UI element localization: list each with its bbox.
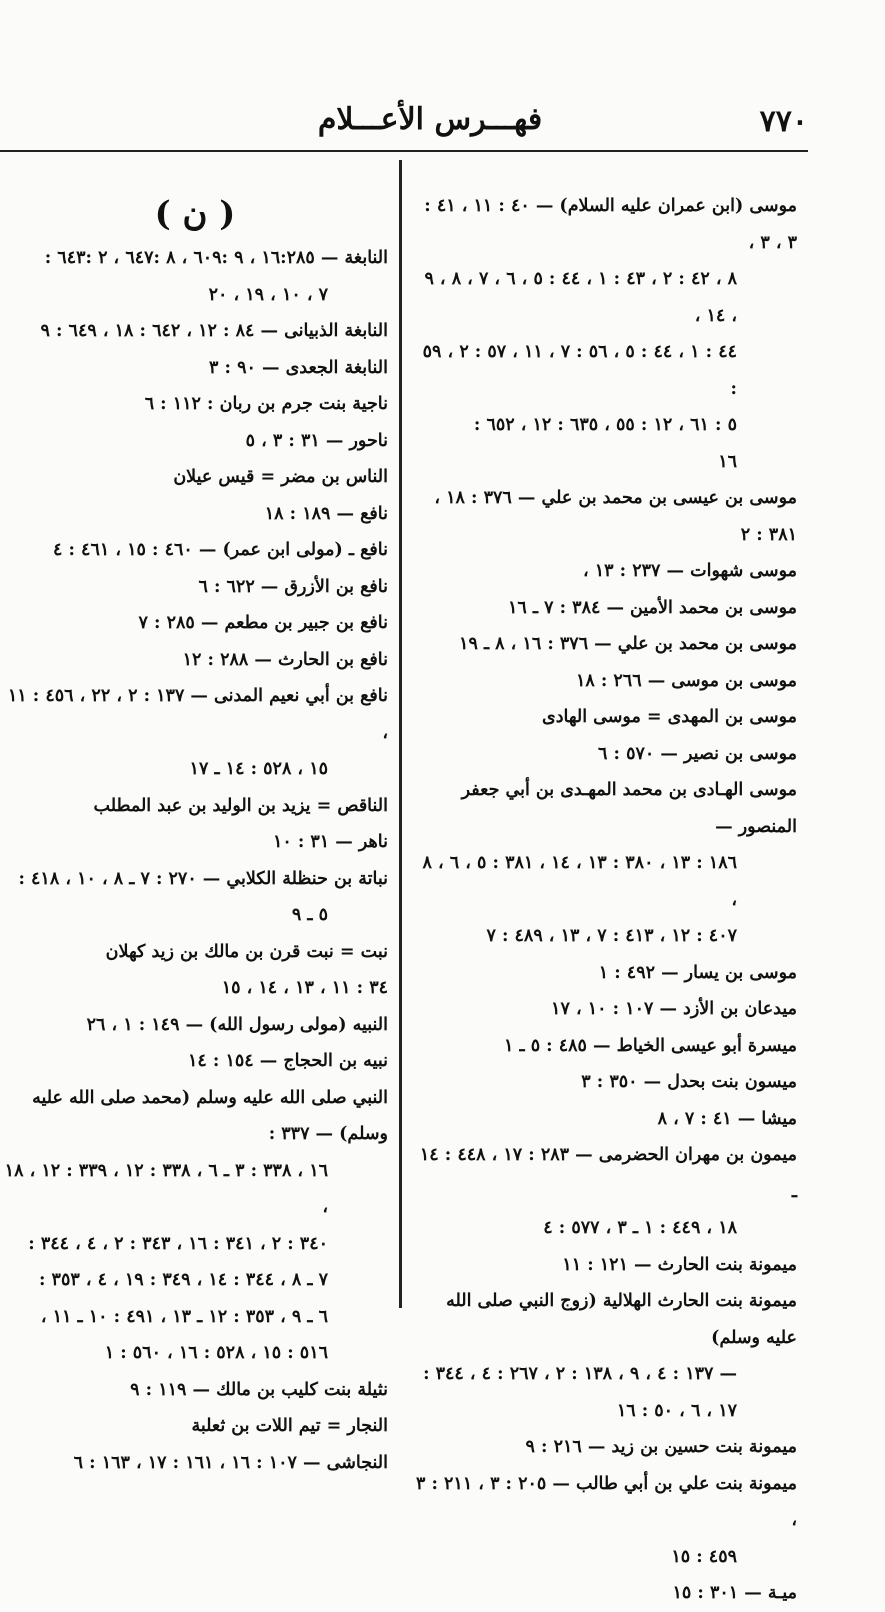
index-entry [2,1043,388,1080]
index-entry [2,1007,388,1044]
entry-continuation: ٥١٦ : ١٥ ، ٥٢٨ : ١٦ ، ٥٦٠ : ١ [104,1343,328,1363]
index-entry [415,1466,797,1576]
index-entry [2,678,388,788]
entry-line: النابغة الذبيانى — ٨٤ : ١٢ ، ٦٤٢ : ١٨ ، ٦٤٩ : ٩ [40,321,388,341]
entry-line: نافع بن جبير بن مطعم — ٢٨٥ : ٧ [138,613,388,633]
index-entry [2,240,388,313]
entry-continuation: ١٥ ، ٥٢٨ : ١٤ ـ ١٧ [189,759,328,779]
entry-line: موسى بن عيسى بن محمد بن علي — ٣٧٦ : ١٨ ، ٣٨١ : ٢ [434,488,797,545]
index-entry [2,605,388,642]
entry-line: موسى بن موسى — ٢٦٦ : ١٨ [575,670,797,691]
index-entry [415,480,797,553]
entry-continuation: ١٧ ، ٦ ، ٥٠ : ١٦ [616,1400,737,1421]
entry-continuation: — ١٣٧ : ٤ ، ٩ ، ١٣٨ : ٢ ، ٢٦٧ : ٤ ، ٣٤٤ : [423,1364,737,1384]
entry-line: النبيه (مولى رسول الله) — ١٤٩ : ١ ، ٢٦ [86,1014,388,1035]
entry-line: موسى بن يسار — ٤٩٢ : ١ [598,962,797,983]
page-header [0,100,808,152]
index-entry [2,386,388,423]
index-entry [415,1064,797,1101]
entry-line: نافع بن أبي نعيم المدنى — ١٣٧ : ٢ ، ٢٢ ، ٤٥٦ : ١١ ، [7,686,388,743]
entry-line: ميمونة بنت الحارث — ١٢١ : ١١ [562,1254,797,1275]
entry-line: النبي صلى الله عليه وسلم (محمد صلى الله عليه وسلم) — ٣٣٧ : [32,1087,388,1144]
entry-line: ناهر — ٣١ : ١٠ [272,832,388,852]
entry-line: النجاشى — ١٠٧ : ١٦ ، ١٦١ : ١٧ ، ١٦٣ : ٦ [73,1452,388,1473]
entry-continuation: ٤٥٩ : ١٥ [671,1546,737,1567]
left-column-entries [2,240,388,1481]
index-entry [415,736,797,773]
entry-line: ناجية بنت جرم بن ربان : ١١٢ : ٦ [144,394,388,414]
index-entry [415,1137,797,1247]
entry-line: ميمونة بنت حسين بن زيد — ٢١٦ : ٩ [525,1437,797,1457]
entry-line: ناحور — ٣١ : ٣ ، ٥ [245,430,388,451]
entry-continuation: ٤٤ : ١ ، ٤٤ : ٥ ، ٥٦ : ٧ ، ١١ ، ٥٧ : ٢ ، ٥٩ : [422,342,737,399]
entry-continuation: ١٦ ، ٣٣٨ : ٣ ـ ٦ ، ٣٣٨ : ١٢ ، ٣٣٩ : ١٢ ، ١٨ ، [4,1160,328,1217]
column-divider [399,160,402,1308]
entry-line: موسى شهوات — ٢٣٧ : ١٣ ، [583,561,797,581]
index-entry [415,188,797,480]
index-entry [2,459,388,496]
index-entry [2,788,388,825]
index-entry [2,1408,388,1445]
index-entry [415,1283,797,1429]
page-title: فهـــرس الأعـــلام [317,102,543,137]
entry-line: ٣٤ : ١١ ، ١٣ ، ١٤ ، ١٥ [221,978,388,998]
index-entry [2,423,388,460]
left-column [2,188,388,1481]
entry-continuation: ٥ ـ ٩ [291,905,328,925]
index-entry [2,970,388,1007]
entry-line: موسى بن المهدى = موسى الهادى [542,707,797,727]
right-column [415,188,797,1612]
index-entry [415,1028,797,1065]
index-entry [2,642,388,679]
entry-line: النابغة الجعدى — ٩٠ : ٣ [209,357,388,378]
entry-line: موسى (ابن عمران عليه السلام) — ٤٠ : ١١ ، ٤١ : ٣ ، ٣ ، [424,196,797,253]
entry-continuation: ٥ : ٦١ ، ١٢ : ٥٥ ، ٦٣٥ : ١٢ ، ٦٥٢ : [473,415,737,435]
entry-line: موسى بن محمد بن علي — ٣٧٦ : ١٦ ، ٨ ـ ١٩ [459,634,797,654]
entry-line: نافع ـ (مولى ابن عمر) — ٤٦٠ : ١٥ ، ٤٦١ : ٤ [52,540,388,560]
index-entry [2,861,388,934]
entry-continuation: ١٨ ، ٤٤٩ : ١ ـ ٣ ، ٥٧٧ : ٤ [543,1218,737,1238]
index-entry [2,1445,388,1482]
entry-line: ميمونة بنت الحارث الهلالية (زوج النبي صلى الله عليه وسلم) [446,1291,797,1348]
entry-continuation: ٧ ـ ٨ ، ٣٤٤ : ١٤ ، ٣٤٩ : ١٩ ، ٤ ، ٣٥٣ : [38,1270,328,1290]
index-entry [415,663,797,700]
index-entry [2,313,388,350]
entry-line: ميسون بنت بحدل — ٣٥٠ : ٣ [581,1072,797,1092]
entry-line: نبت = نبت قرن بن مالك بن زيد كهلان [105,941,388,962]
index-entry [2,1372,388,1409]
entry-line: نافع بن الحارث — ٢٨٨ : ١٢ [182,649,388,670]
entry-line: ميمون بن مهران الحضرمى — ٢٨٣ : ١٧ ، ٤٤٨ : ١٤ ـ [419,1145,797,1202]
index-entry [415,955,797,992]
section-letter: ( ن ) [154,194,236,234]
index-entry [2,824,388,861]
index-entry [415,1247,797,1284]
entry-continuation: ١٨٦ : ١٣ ، ٣٨٠ : ١٣ ، ١٤ ، ٣٨١ : ٥ ، ٦ ، ٨ ، [422,853,737,910]
entry-line: ميسرة أبو عيسى الخياط — ٤٨٥ : ٥ ـ ١ [503,1035,797,1056]
entry-line: نبيه بن الحجاج — ١٥٤ : ١٤ [188,1051,388,1071]
entry-line: النابغة — ١٦:٢٨٥ ، ٩ :٦٠٩ ، ٨ :٦٤٧ ، ٢ :٦٤٣ : [44,248,388,268]
entry-continuation: ٤٠٧ : ١٢ ، ٤١٣ : ٧ ، ١٣ ، ٤٨٩ : ٧ [486,926,737,946]
entry-continuation: ٨ ، ٤٢ : ٢ ، ٤٣ : ١ ، ٤٤ : ٥ ، ٦ ، ٧ ، ٨ ، ٩ ، ١٤ ، [424,269,737,326]
index-entry [2,496,388,533]
index-entry [415,699,797,736]
entry-continuation: ١٦ [718,451,737,472]
entry-line: نافع بن الأزرق — ٦٢٢ : ٦ [198,576,388,597]
index-entry [2,1080,388,1372]
header-rule [0,150,808,152]
index-entry [2,350,388,387]
entry-line: موسى الهـادى بن محمد المهـدى بن أبي جعفر المنصور — [461,780,797,837]
entry-continuation: ٦ ـ ٩ ، ٣٥٣ : ١٢ ـ ١٣ ، ٤٩١ : ١٠ ـ ١١ ، [40,1306,328,1327]
entry-continuation: ٣٤٠ : ٢ ، ٣٤١ : ١٦ ، ٣٤٣ : ٢ ، ٤ ، ٣٤٤ : [28,1233,328,1254]
index-entry [2,532,388,569]
index-entry [415,1429,797,1466]
entry-continuation: ٧ ، ١٠ ، ١٩ ، ٢٠ [208,284,328,305]
entry-line: ميشا — ٤١ : ٧ ، ٨ [657,1108,797,1129]
entry-line: نثيلة بنت كليب بن مالك — ١١٩ : ٩ [130,1379,388,1400]
entry-line: موسى بن محمد الأمين — ٣٨٤ : ٧ ـ ١٦ [507,597,797,618]
index-entry [415,1101,797,1138]
index-entry [415,1575,797,1612]
index-entry [2,934,388,971]
index-entry [415,772,797,955]
index-entry [415,553,797,590]
entry-line: النجار = تيم اللات بن ثعلبة [191,1416,388,1436]
entry-line: الناس بن مضر = قيس عيلان [173,467,388,487]
entry-line: نباتة بن حنظلة الكلابي — ٢٧٠ : ٧ ـ ٨ ، ١٠ ، ٤١٨ : [18,868,388,889]
entry-line: ميمونة بنت علي بن أبي طالب — ٢٠٥ : ٣ ، ٢١١ : ٣ ، [415,1473,797,1530]
index-entry [415,991,797,1028]
index-entry [415,590,797,627]
entry-line: موسى بن نصير — ٥٧٠ : ٦ [598,743,797,764]
entry-line: نافع — ١٨٩ : ١٨ [264,503,388,524]
page-number: ٧٧٠ [759,104,808,139]
index-entry [2,569,388,606]
entry-line: ميـة — ٣٠١ : ١٥ [672,1583,797,1603]
entry-line: ميدعان بن الأزد — ١٠٧ : ١٠ ، ١٧ [551,999,797,1019]
entry-line: الناقص = يزيد بن الوليد بن عبد المطلب [93,795,388,816]
index-entry [415,626,797,663]
